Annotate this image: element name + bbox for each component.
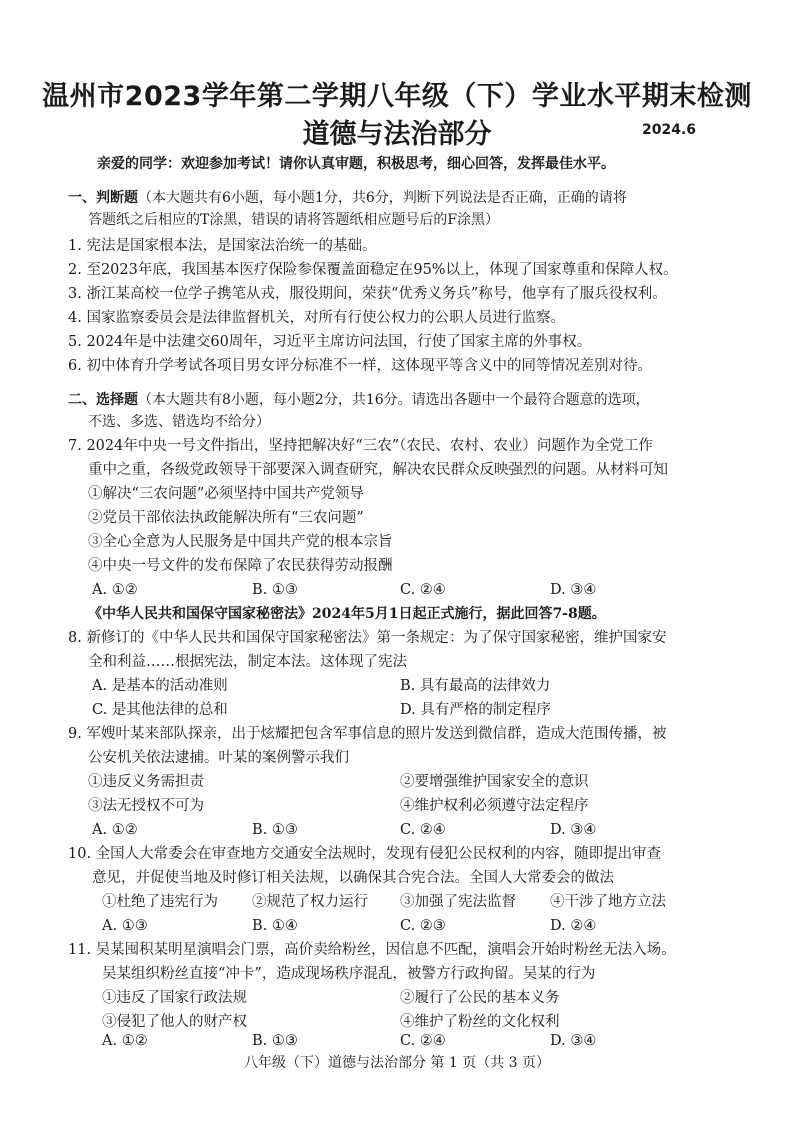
q11-option-3: ③侵犯了他人的财产权 — [102, 1014, 247, 1030]
section1-instructions — [68, 187, 728, 209]
q7-choice-b: B. ①③ — [252, 582, 298, 598]
page-footer: 八年级（下）道德与法治部分 第 1 页（共 3 页） — [243, 1055, 551, 1071]
page-subtitle: 道德与法治部分 — [302, 119, 492, 150]
greeting: 亲爱的同学：欢迎参加考试！请你认真审题，积极思考，细心回答，发挥最佳水平。 — [97, 156, 615, 172]
q10-option-2: ②规范了权力运行 — [252, 894, 368, 910]
q8-choice-d: D. 具有严格的制定程序 — [400, 702, 551, 718]
q10-stem-1: 10. 全国人大常委会在审查地方交通安全法规时，发现有侵犯公民权利的内容，随即提出审查 — [68, 846, 662, 862]
q9-option-3: ③法无授权不可为 — [88, 798, 204, 814]
q11-option-1: ①违反了国家行政法规 — [102, 990, 247, 1006]
q10-option-4: ④干涉了地方立法 — [550, 894, 666, 910]
section1-heading: 一、判断题 — [68, 190, 138, 206]
q9-option-2: ②要增强维护国家安全的意识 — [400, 774, 589, 790]
q11-stem-2: 吴某组织粉丝直接“冲卡”，造成现场秩序混乱，被警方行政拘留。吴某的行为 — [102, 966, 596, 982]
q9-stem-1: 9. 军嫂叶某来部队探亲，出于炫耀把包含军事信息的照片发送到微信群，造成大范围传播，被 — [68, 726, 667, 742]
q7-stem-2: 重中之重，各级党政领导干部要深入调查研究，解决农民群众反映强烈的问题。从材料可知 — [88, 462, 668, 478]
q8-choice-c: C. 是其他法律的总和 — [92, 702, 228, 718]
q10-option-1: ①杜绝了违宪行为 — [102, 894, 218, 910]
section1-desc1: （本大题共有6小题，每小题1分，共6分，判断下列说法是否正确，正确的请将 — [138, 190, 627, 206]
q7-stem-1: 7. 2024年中央一号文件指出，坚持把解决好“三农”（农民、农村、农业）问题作为全党工作 — [68, 438, 653, 454]
q8-stem-2: 全和利益……根据宪法，制定本法。这体现了宪法 — [88, 654, 407, 670]
q10-choice-b: B. ①④ — [252, 918, 298, 934]
section2-instructions — [68, 389, 728, 411]
q8-stem-1: 8. 新修订的《中华人民共和国保守国家秘密法》第一条规定：为了保守国家秘密，维护国家安 — [68, 630, 667, 646]
section1-desc2: 答题纸之后相应的T涂黑，错误的请将答题纸相应题号后的F涂黑） — [88, 212, 500, 228]
q9-option-1: ①违反义务需担责 — [88, 774, 204, 790]
tf-item-4: 4. 国家监察委员会是法律监督机关，对所有行使公权力的公职人员进行监察。 — [68, 310, 565, 326]
tf-item-5: 5. 2024年是中法建交60周年，习近平主席访问法国，行使了国家主席的外事权。 — [68, 334, 592, 350]
tf-item-1: 1. 宪法是国家根本法，是国家法治统一的基础。 — [68, 238, 377, 254]
exam-date: 2024.6 — [642, 122, 697, 138]
tf-item-3: 3. 浙江某高校一位学子携笔从戎，服役期间，荣获“优秀义务兵”称号，他享有了服兵役权利。 — [68, 286, 667, 302]
q8-choice-a: A. 是基本的活动准则 — [92, 678, 228, 694]
q9-choice-b: B. ①③ — [252, 822, 298, 838]
tf-item-6: 6. 初中体育升学考试各项目男女评分标准不一样，这体现平等含义中的同等情况差别对待。 — [68, 358, 652, 374]
page-title: 温州市2023学年第二学期八年级（下）学业水平期末检测 — [42, 81, 752, 112]
q9-choice-c: C. ②④ — [400, 822, 446, 838]
q11-choice-d: D. ③④ — [550, 1033, 597, 1049]
q10-option-3: ③加强了宪法监督 — [400, 894, 516, 910]
section2-heading: 二、选择题 — [68, 392, 138, 408]
q9-choice-d: D. ③④ — [550, 822, 597, 838]
q7-option-4: ④中央一号文件的发布保障了农民获得劳动报酬 — [88, 558, 393, 574]
q11-choice-a: A. ①② — [102, 1033, 148, 1049]
q9-option-4: ④维护权利必须遵守法定程序 — [400, 798, 589, 814]
tf-item-2: 2. 至2023年底，我国基本医疗保险参保覆盖面稳定在95%以上，体现了国家尊重和保障人权。 — [68, 262, 678, 278]
q10-choice-a: A. ①③ — [102, 918, 148, 934]
q10-stem-2: 意见，并促使当地及时修订相关法规，以确保其合宪合法。全国人大常委会的做法 — [92, 870, 614, 886]
q9-choice-a: A. ①② — [92, 822, 138, 838]
q11-choice-b: B. ①③ — [252, 1033, 298, 1049]
section2-desc1: （本大题共有8小题，每小题2分，共16分。请选出各题中一个最符合题意的选项， — [138, 392, 650, 408]
q7-8-note: 《中华人民共和国保守国家秘密法》2024年5月1日起正式施行，据此回答7-8题。 — [88, 606, 606, 622]
q7-choice-a: A. ①② — [92, 582, 138, 598]
q11-stem-1: 11. 吴某囤积某明星演唱会门票，高价卖给粉丝，因信息不匹配，演唱会开始时粉丝无法入场。 — [68, 942, 676, 958]
q10-choice-d: D. ②④ — [550, 918, 597, 934]
q7-choice-c: C. ②④ — [400, 582, 446, 598]
q11-choice-c: C. ②④ — [400, 1033, 446, 1049]
q7-option-1: ①解决“三农问题”必须坚持中国共产党领导 — [88, 486, 364, 502]
q8-choice-b: B. 具有最高的法律效力 — [400, 678, 551, 694]
q7-option-3: ③全心全意为人民服务是中国共产党的根本宗旨 — [88, 534, 393, 550]
section2-desc2: 不选、多选、错选均不给分） — [88, 414, 270, 430]
q7-choice-d: D. ③④ — [550, 582, 597, 598]
q11-option-2: ②履行了公民的基本义务 — [400, 990, 560, 1006]
q7-option-2: ②党员干部依法执政能解决所有“三农问题” — [88, 510, 364, 526]
q10-choice-c: C. ②③ — [400, 918, 446, 934]
q9-stem-2: 公安机关依法逮捕。叶某的案例警示我们 — [88, 750, 349, 766]
q11-option-4: ④维护了粉丝的文化权利 — [400, 1014, 560, 1030]
